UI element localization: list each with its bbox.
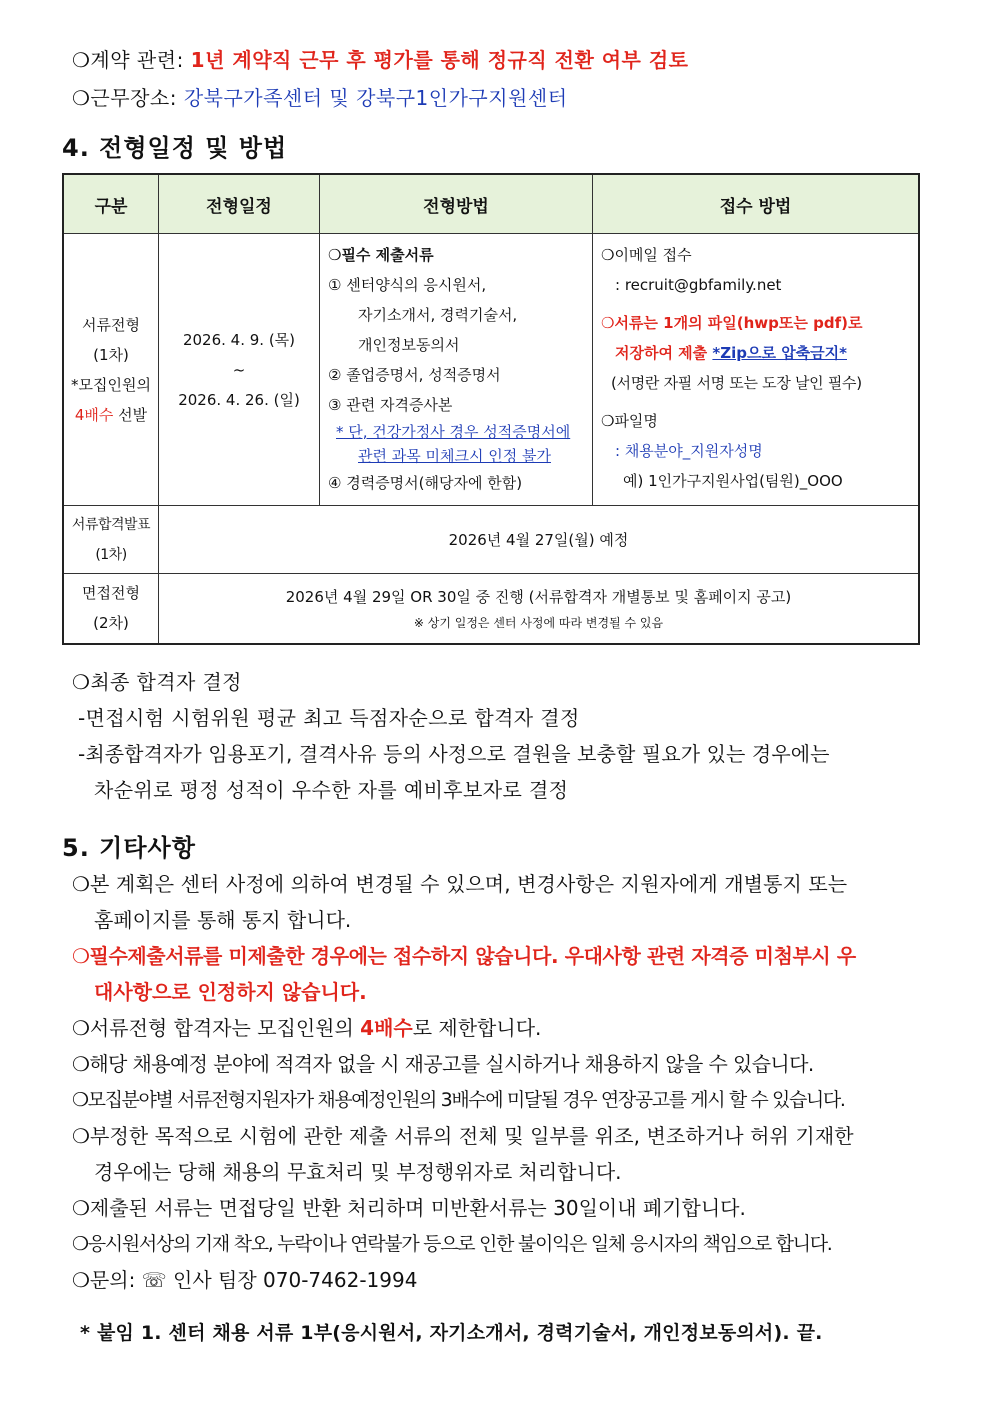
final-decision: [72, 664, 930, 808]
method-item-1: ① 센터양식의 응시원서,: [328, 276, 487, 294]
method-note: * 단, 건강가정사 경우 성적증명서에: [336, 423, 571, 441]
stage-round: (2차): [93, 614, 129, 633]
schedule-table: [62, 173, 920, 645]
announce-date: 2026년 4월 27일(월) 예정: [159, 506, 920, 574]
interview-info: [159, 574, 920, 644]
note-item-6: ❍부정한 목적으로 시험에 관한 제출 서류의 전체 및 일부를 위조, 변조하거나 허위 기재한: [72, 1124, 854, 1148]
stage-round: (1차): [95, 546, 127, 563]
receipt-email: : recruit@gbfamily.net: [615, 276, 782, 294]
stage-label: 서류합격발표: [71, 516, 151, 533]
date-from: 2026. 4. 9. (목): [182, 330, 296, 349]
stage-label: 서류전형: [82, 315, 140, 334]
schedule-document: [159, 234, 320, 506]
workplace-text: 강북구가족센터 및 강북구1인가구지원센터: [183, 86, 568, 110]
stage-interview: [63, 574, 159, 644]
note-item-5: ❍모집분야별 서류전형지원자가 채용예정인원의 3배수에 미달될 경우 연장공고를 게시 할 수 있습니다.: [72, 1089, 845, 1111]
header-category: 구분: [63, 174, 159, 234]
section5-list: [72, 866, 930, 1298]
note-item-3-text: ❍서류전형 합격자는 모집인원의: [72, 1016, 361, 1040]
method-document: [320, 234, 593, 506]
table-row-interview: [63, 574, 919, 644]
stage-round: (1차): [93, 345, 129, 364]
method-item-2: ② 졸업증명서, 성적증명서: [328, 366, 501, 384]
interview-text: 2026년 4월 29일 OR 30일 중 진행 (서류합격자 개별통보 및 홈페이지 공고): [285, 588, 792, 607]
method-item-3: ③ 관련 자격증사본: [328, 396, 453, 414]
note-item-9-contact: ❍문의: ☏ 인사 팀장 070-7462-1994: [72, 1268, 418, 1292]
note-item-6-cont: 경우에는 당해 채용의 무효처리 및 부정행위자로 처리합니다.: [94, 1160, 622, 1184]
final-line-3: 차순위로 평정 성적이 우수한 자를 예비후보자로 결정: [94, 778, 569, 802]
note-item-2-cont: 대사항으로 인정하지 않습니다.: [94, 980, 367, 1004]
contract-text: 1년 계약직 근무 후 평가를 통해 정규직 전환 여부 검토: [190, 48, 689, 72]
note-item-3: [72, 1010, 930, 1046]
receipt-filename-format: : 채용분야_지원자성명: [615, 442, 763, 460]
receipt-file-rule: ❍서류는 1개의 파일(hwp또는 pdf)로: [601, 314, 863, 332]
receipt-filename-title: ❍파일명: [601, 412, 658, 430]
stage-note: *모집인원의: [71, 375, 151, 394]
stage-multiplier: [64, 400, 158, 430]
note-item-3-multiplier: 4배수: [360, 1016, 413, 1040]
note-item-2: ❍필수제출서류를 미제출한 경우에는 접수하지 않습니다. 우대사항 관련 자격증 미첨부시 우: [72, 944, 856, 968]
note-item-7: ❍제출된 서류는 면접당일 반환 처리하며 미반환서류는 30일이내 폐기합니다.: [72, 1196, 746, 1220]
stage-document: [63, 234, 159, 506]
note-item-4: ❍해당 채용예정 분야에 적격자 없을 시 재공고를 실시하거나 채용하지 않을 수 있습니다.: [72, 1052, 814, 1076]
receipt-file-rule-cont: [601, 338, 910, 368]
method-item-1-cont2: 개인정보동의서: [358, 336, 460, 354]
header-method: 전형방법: [320, 174, 593, 234]
header-schedule: 전형일정: [159, 174, 320, 234]
workplace-prefix: ❍근무장소:: [72, 86, 184, 110]
section5-title: 5. 기타사항: [62, 834, 196, 862]
note-item-3-suffix: 로 제한합니다.: [412, 1016, 542, 1040]
table-row-announce: [63, 506, 919, 574]
header-receipt: 접수 방법: [593, 174, 920, 234]
receipt-save: 저장하여 제출: [615, 344, 713, 362]
method-item-4: ④ 경력증명서(해당자에 한함): [328, 474, 523, 492]
date-to: 2026. 4. 26. (일): [178, 390, 300, 409]
method-note-cont: 관련 과목 미체크시 인정 불가: [358, 447, 551, 465]
note-item-8: ❍응시원서상의 기재 착오, 누락이나 연락불가 등으로 인한 불이익은 일체 응시자의 책임으로 합니다.: [72, 1233, 832, 1255]
stage-label: 면접전형: [82, 584, 140, 603]
contract-line: [72, 44, 688, 73]
section4-title: 4. 전형일정 및 방법: [62, 134, 288, 162]
final-title: ❍최종 합격자 결정: [72, 670, 242, 694]
multiplier-suffix: 선발: [113, 405, 148, 424]
workplace-line: [72, 82, 568, 111]
final-line-2: -최종합격자가 임용포기, 결격사유 등의 사정으로 결원을 보충할 필요가 있는 경우에는: [78, 742, 830, 766]
receipt-email-title: ❍이메일 접수: [601, 246, 692, 264]
receipt-document: [593, 234, 920, 506]
receipt-zip-warning: *Zip으로 압축금지*: [712, 344, 847, 362]
receipt-signature: (서명란 자필 서명 또는 도장 날인 필수): [611, 374, 862, 392]
multiplier-value: 4배수: [74, 405, 114, 424]
attachment-line: * 붙임 1. 센터 채용 서류 1부(응시원서, 자기소개서, 경력기술서, 개인정보동의서). 끝.: [80, 1322, 823, 1344]
interview-note: ※ 상기 일정은 센터 사정에 따라 변경될 수 있음: [413, 616, 664, 631]
stage-announce: [63, 506, 159, 574]
final-line-1: -면접시험 시험위원 평균 최고 득점자순으로 합격자 결정: [78, 706, 580, 730]
method-title: ❍필수 제출서류: [328, 246, 434, 264]
table-header-row: [63, 174, 919, 234]
receipt-filename-example: 예) 1인가구지원사업(팀원)_OOO: [623, 472, 843, 490]
note-item-1-cont: 홈페이지를 통해 통지 합니다.: [94, 908, 352, 932]
method-item-1-cont: 자기소개서, 경력기술서,: [358, 306, 518, 324]
date-separator: ~: [232, 360, 246, 379]
table-row-document: [63, 234, 919, 506]
contract-prefix: ❍계약 관련:: [72, 48, 191, 72]
note-item-1: ❍본 계획은 센터 사정에 의하여 변경될 수 있으며, 변경사항은 지원자에게 개별통지 또는: [72, 872, 848, 896]
